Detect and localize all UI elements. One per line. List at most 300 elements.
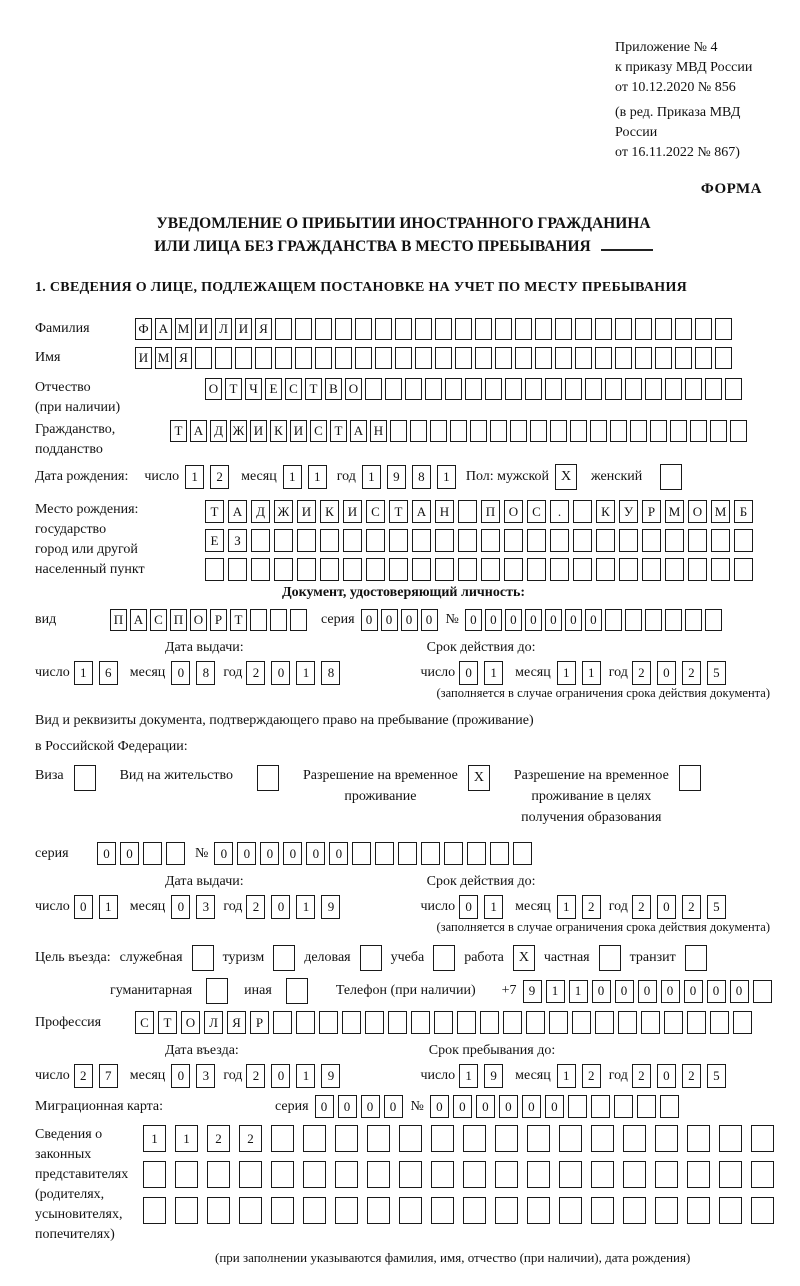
profession-row [35, 1011, 772, 1034]
profession-char-box [503, 1011, 522, 1034]
surname-char-box [295, 318, 312, 340]
birth-place-char-box [366, 558, 385, 581]
representative-char-box [719, 1161, 742, 1188]
representative-char-box [559, 1197, 582, 1224]
residence-number-box [513, 842, 532, 865]
representative-char-box [431, 1197, 454, 1224]
representative-char-box [239, 1197, 262, 1224]
residence-issue-month-box: 0 [171, 895, 190, 919]
purpose-private-box [599, 945, 621, 971]
issue-month-label: месяц [129, 665, 166, 680]
surname-char-box [595, 318, 612, 340]
representatives-label-4: (родителях, [35, 1187, 105, 1202]
phone-digit-box: 0 [730, 980, 749, 1003]
birth-day-box: 2 [210, 465, 229, 489]
representative-char-box [143, 1197, 166, 1224]
entry-year-box: 0 [271, 1064, 290, 1088]
profession-char-box: Р [250, 1011, 269, 1034]
birth-year-box: 8 [412, 465, 431, 489]
citizenship-char-box: И [250, 420, 267, 442]
residence-valid-year-label: год [608, 899, 628, 914]
birth-place-char-box [458, 529, 477, 552]
doc-kind-char-box [290, 609, 307, 631]
birth-place-boxes-row3 [205, 558, 753, 581]
citizenship-char-box [590, 420, 607, 442]
migration-card-row [35, 1095, 772, 1118]
birth-place-char-box [688, 529, 707, 552]
residence-issue-year-box: 2 [246, 895, 265, 919]
birth-date-label: Дата рождения: [35, 469, 129, 484]
migration-number-box [591, 1095, 610, 1118]
residence-number-box [375, 842, 394, 865]
phone-digit-box: 9 [523, 980, 542, 1003]
residence-series-box: 0 [120, 842, 139, 865]
doc-number-box [605, 609, 622, 631]
given-name-char-box [475, 347, 492, 369]
citizenship-char-box [710, 420, 727, 442]
profession-char-box [434, 1011, 453, 1034]
migration-number-box: 0 [430, 1095, 449, 1118]
representative-char-box [207, 1161, 230, 1188]
birth-place-char-box: Т [205, 500, 224, 523]
birth-place-char-box [343, 558, 362, 581]
phone-label: Телефон (при наличии) [335, 983, 476, 998]
residence-valid-year-box: 5 [707, 895, 726, 919]
option-residence-permit-checkbox [257, 765, 279, 791]
option-visa-label: Виза [35, 768, 64, 783]
issue-year-boxes [246, 661, 340, 685]
birth-place-char-box: С [527, 500, 546, 523]
residence-issue-label: Дата выдачи: [165, 874, 244, 889]
birth-place-char-box [596, 558, 615, 581]
visa-box [74, 765, 96, 791]
residence-valid-day-boxes [459, 895, 503, 919]
patronymic-char-box: С [285, 378, 302, 400]
citizenship-char-box [690, 420, 707, 442]
entry-date-labels [35, 1041, 772, 1061]
entry-day-box: 2 [74, 1064, 93, 1088]
migration-number-box: 0 [476, 1095, 495, 1118]
profession-char-box [273, 1011, 292, 1034]
option-residence-permit-label: Вид на жительство [119, 768, 233, 783]
given-name-char-box [395, 347, 412, 369]
birth-place-block [35, 500, 772, 581]
given-name-char-box [655, 347, 672, 369]
patronymic-char-box [365, 378, 382, 400]
representative-char-box [271, 1161, 294, 1188]
surname-char-box: А [155, 318, 172, 340]
representative-char-box [559, 1161, 582, 1188]
given-name-label: Имя [35, 350, 61, 365]
birth-year-box: 1 [362, 465, 381, 489]
given-name-char-box [375, 347, 392, 369]
doc-kind-boxes [110, 609, 307, 631]
residence-number-box: 0 [329, 842, 348, 865]
purpose-study-box [433, 945, 455, 971]
appendix-block [615, 38, 772, 163]
purpose-tourism-box [273, 945, 295, 971]
residence-number-box: 0 [306, 842, 325, 865]
given-name-char-box [595, 347, 612, 369]
valid-day-box: 1 [484, 661, 503, 685]
valid-until-label: Срок действия до: [426, 640, 536, 655]
representative-char-box [175, 1161, 198, 1188]
patronymic-char-box [705, 378, 722, 400]
birth-place-char-box: З [228, 529, 247, 552]
sex-female-box [660, 464, 682, 490]
representatives-label-1: Сведения о [35, 1127, 103, 1142]
citizenship-char-box [530, 420, 547, 442]
phone-digit-box: 0 [684, 980, 703, 1003]
purpose-study-checkbox [433, 945, 455, 971]
citizenship-char-box: И [290, 420, 307, 442]
amendment-line: (в ред. Приказа МВД России [615, 105, 741, 140]
representatives-label-2: законных [35, 1147, 92, 1162]
doc-number-box: 0 [525, 609, 542, 631]
visit-purpose-row1 [35, 945, 772, 971]
birth-year-boxes [362, 465, 456, 489]
residence-number-box [421, 842, 440, 865]
residence-valid-year-box: 2 [632, 895, 651, 919]
birth-place-char-box [527, 558, 546, 581]
issue-month-box: 0 [171, 661, 190, 685]
migration-number-box [568, 1095, 587, 1118]
phone-boxes [523, 980, 772, 1003]
entry-month-box: 3 [196, 1064, 215, 1088]
page-title [35, 212, 772, 258]
representative-char-box [527, 1197, 550, 1224]
entry-date-label: Дата въезда: [165, 1043, 239, 1058]
migration-series-box: 0 [361, 1095, 380, 1118]
representative-char-box [591, 1161, 614, 1188]
doc-kind-char-box [270, 609, 287, 631]
birth-day-label: число [144, 469, 180, 484]
representative-char-box [207, 1197, 230, 1224]
residence-issue-month-boxes [171, 895, 215, 919]
citizenship-char-box [730, 420, 747, 442]
doc-series-label: серия [321, 612, 355, 627]
residence-number-label: № [195, 845, 209, 861]
residence-valid-year-box: 2 [682, 895, 701, 919]
doc-kind-char-box: Т [230, 609, 247, 631]
birth-place-char-box [619, 558, 638, 581]
profession-char-box [480, 1011, 499, 1034]
profession-char-box [733, 1011, 752, 1034]
profession-char-box [411, 1011, 430, 1034]
birth-place-char-box [711, 529, 730, 552]
valid-year-box: 5 [707, 661, 726, 685]
temp-residence-box: X [468, 765, 490, 791]
phone-digit-box [753, 980, 772, 1003]
migration-number-label: № [410, 1098, 424, 1114]
residence-valid-label: Срок действия до: [426, 874, 536, 889]
citizenship-char-box [610, 420, 627, 442]
patronymic-char-box [545, 378, 562, 400]
valid-year-label: год [608, 665, 628, 680]
citizenship-label: Гражданство, [35, 422, 116, 437]
birth-place-char-box [435, 529, 454, 552]
surname-char-box: Я [255, 318, 272, 340]
doc-kind-label: вид [35, 612, 57, 627]
birth-place-char-box: Б [734, 500, 753, 523]
surname-char-box: И [195, 318, 212, 340]
doc-kind-char-box: П [170, 609, 187, 631]
valid-month-boxes [557, 661, 601, 685]
citizenship-char-box: Ж [230, 420, 247, 442]
profession-char-box [549, 1011, 568, 1034]
doc-kind-char-box: Р [210, 609, 227, 631]
surname-char-box [335, 318, 352, 340]
patronymic-char-box [725, 378, 742, 400]
migration-number-box: 0 [453, 1095, 472, 1118]
representative-char-box [751, 1125, 774, 1152]
given-name-char-box [495, 347, 512, 369]
residence-issue-day-boxes [74, 895, 118, 919]
birth-place-char-box: М [665, 500, 684, 523]
profession-char-box [319, 1011, 338, 1034]
representative-char-box [303, 1161, 326, 1188]
entry-year-box: 9 [321, 1064, 340, 1088]
doc-number-box [685, 609, 702, 631]
doc-kind-char-box: С [150, 609, 167, 631]
surname-char-box [495, 318, 512, 340]
issue-day-boxes [74, 661, 118, 685]
doc-number-box: 0 [585, 609, 602, 631]
representative-char-box [399, 1161, 422, 1188]
given-name-char-box [195, 347, 212, 369]
residence-valid-day-label: число [420, 899, 456, 914]
representative-char-box [751, 1161, 774, 1188]
citizenship-char-box [430, 420, 447, 442]
stay-year-box: 0 [657, 1064, 676, 1088]
birth-place-char-box [251, 529, 270, 552]
purpose-study-label: учеба [390, 950, 425, 965]
residence-valid-month-boxes [557, 895, 601, 919]
issue-year-box: 0 [271, 661, 290, 685]
representative-char-box [303, 1197, 326, 1224]
residence-number-box [352, 842, 371, 865]
sex-male-checkbox [555, 464, 577, 490]
profession-char-box [388, 1011, 407, 1034]
stay-year-box: 2 [682, 1064, 701, 1088]
citizenship-char-box: Н [370, 420, 387, 442]
valid-month-box: 1 [557, 661, 576, 685]
citizenship-char-box [630, 420, 647, 442]
purpose-private-checkbox [599, 945, 621, 971]
patronymic-char-box: В [325, 378, 342, 400]
entry-day-boxes [74, 1064, 118, 1088]
patronymic-char-box [625, 378, 642, 400]
birth-year-label: год [336, 469, 356, 484]
identity-doc-dates-row [35, 661, 772, 685]
citizenship-boxes [170, 420, 747, 442]
doc-kind-char-box: О [190, 609, 207, 631]
citizenship-char-box [410, 420, 427, 442]
migration-number-box [637, 1095, 656, 1118]
representative-char-box [399, 1197, 422, 1224]
representatives-boxes-row2 [143, 1161, 774, 1188]
citizenship-row [35, 420, 772, 460]
residence-number-box [467, 842, 486, 865]
title-blank-underline [601, 249, 653, 251]
birth-place-label-city1: город или другой [35, 542, 138, 557]
given-name-char-box [255, 347, 272, 369]
representative-char-box [623, 1161, 646, 1188]
title-line1: УВЕДОМЛЕНИЕ О ПРИБЫТИИ ИНОСТРАННОГО ГРАЖДАНИНА [156, 215, 651, 232]
entry-month-label: месяц [129, 1068, 166, 1083]
doc-number-box: 0 [505, 609, 522, 631]
given-name-char-box: М [155, 347, 172, 369]
representative-char-box [367, 1197, 390, 1224]
residence-issue-day-box: 0 [74, 895, 93, 919]
representative-char-box [719, 1197, 742, 1224]
representatives-label-5: усыновителях, [35, 1207, 123, 1222]
residence-issue-month-label: месяц [129, 899, 166, 914]
purpose-humanitarian-label: гуманитарная [110, 983, 193, 998]
purpose-business-checkbox [360, 945, 382, 971]
residence-series-box [143, 842, 162, 865]
birth-place-char-box [665, 558, 684, 581]
purpose-transit-checkbox [685, 945, 707, 971]
residence-number-boxes [214, 842, 532, 865]
representative-char-box [399, 1125, 422, 1152]
representative-char-box [527, 1161, 550, 1188]
valid-day-boxes [459, 661, 503, 685]
residence-doc-note: (заполняется в случае ограничения срока действия документа) [436, 920, 770, 934]
phone-digit-box: 1 [546, 980, 565, 1003]
title-line2: ИЛИ ЛИЦА БЕЗ ГРАЖДАНСТВА В МЕСТО ПРЕБЫВАНИЯ [154, 238, 591, 255]
birth-place-label: Место рождения: [35, 502, 139, 517]
birth-place-char-box [389, 529, 408, 552]
profession-label: Профессия [35, 1014, 102, 1030]
issue-day-label: число [35, 665, 70, 680]
migration-card-label: Миграционная карта: [35, 1098, 164, 1114]
issue-month-box: 8 [196, 661, 215, 685]
identity-doc-heading: Документ, удостоверяющий личность: [281, 585, 526, 600]
representative-char-box [463, 1197, 486, 1224]
birth-place-char-box [573, 529, 592, 552]
purpose-humanitarian-checkbox [206, 978, 228, 1004]
residence-doc-intro1: Вид и реквизиты документа, подтверждающего право на пребывание (проживание) [35, 713, 534, 728]
birth-place-char-box: К [320, 500, 339, 523]
entry-day-label: число [35, 1068, 70, 1083]
entry-day-box: 7 [99, 1064, 118, 1088]
representative-char-box [655, 1161, 678, 1188]
purpose-business-label: деловая [304, 950, 351, 965]
representative-char-box [751, 1197, 774, 1224]
phone-digit-box: 0 [707, 980, 726, 1003]
option-temp-residence-checkbox [468, 765, 490, 791]
citizenship-char-box: К [270, 420, 287, 442]
birth-place-char-box: У [619, 500, 638, 523]
amendment-line: от 16.11.2022 № 867) [615, 145, 740, 160]
citizenship-char-box: А [190, 420, 207, 442]
profession-boxes [135, 1011, 752, 1034]
birth-place-char-box [688, 558, 707, 581]
citizenship-char-box [470, 420, 487, 442]
birth-place-char-box: Т [389, 500, 408, 523]
residence-issue-day-label: число [35, 899, 70, 914]
patronymic-char-box [605, 378, 622, 400]
purpose-transit-box [685, 945, 707, 971]
surname-char-box [695, 318, 712, 340]
surname-char-box [455, 318, 472, 340]
surname-char-box [315, 318, 332, 340]
stay-month-box: 2 [582, 1064, 601, 1088]
representative-char-box: 1 [175, 1125, 198, 1152]
birth-place-char-box: Д [251, 500, 270, 523]
patronymic-char-box: О [205, 378, 222, 400]
birth-place-char-box [228, 558, 247, 581]
doc-series-box: 0 [401, 609, 418, 631]
birth-place-char-box: Р [642, 500, 661, 523]
option-temp-residence [303, 765, 490, 807]
migration-series-box: 0 [338, 1095, 357, 1118]
identity-doc-note: (заполняется в случае ограничения срока действия документа) [436, 686, 770, 700]
given-name-char-box [455, 347, 472, 369]
stay-day-label: число [420, 1068, 456, 1083]
birth-place-char-box [596, 529, 615, 552]
residence-number-box [444, 842, 463, 865]
patronymic-char-box [645, 378, 662, 400]
representative-char-box [431, 1161, 454, 1188]
given-name-char-box [715, 347, 732, 369]
option-temp-education-line1: Разрешение на временное [513, 768, 669, 783]
profession-char-box [342, 1011, 361, 1034]
birth-month-box: 1 [283, 465, 302, 489]
birth-year-box: 1 [437, 465, 456, 489]
profession-char-box [710, 1011, 729, 1034]
residence-valid-month-label: месяц [515, 899, 551, 914]
issue-day-box: 1 [74, 661, 93, 685]
patronymic-char-box [685, 378, 702, 400]
profession-char-box: Я [227, 1011, 246, 1034]
birth-place-char-box [573, 558, 592, 581]
entry-year-box: 1 [296, 1064, 315, 1088]
birth-place-char-box [665, 529, 684, 552]
profession-char-box [365, 1011, 384, 1034]
patronymic-char-box [385, 378, 402, 400]
birth-place-char-box: О [688, 500, 707, 523]
phone-digit-box: 0 [661, 980, 680, 1003]
given-name-char-box [235, 347, 252, 369]
option-temp-residence-line2: проживание [344, 789, 417, 804]
purpose-official-checkbox [192, 945, 214, 971]
option-temp-education-line3: получения образования [521, 810, 662, 825]
residence-issue-year-box: 9 [321, 895, 340, 919]
entry-year-box: 2 [246, 1064, 265, 1088]
patronymic-row [35, 378, 772, 418]
birth-place-char-box [412, 558, 431, 581]
sex-female-checkbox [660, 464, 682, 490]
migration-number-box: 0 [522, 1095, 541, 1118]
profession-char-box [572, 1011, 591, 1034]
birth-place-char-box [642, 529, 661, 552]
given-name-char-box [355, 347, 372, 369]
given-name-char-box [535, 347, 552, 369]
patronymic-label: Отчество [35, 380, 91, 395]
residence-issue-month-box: 3 [196, 895, 215, 919]
residence-doc-date-labels [35, 872, 772, 892]
birth-place-label-city2: населенный пункт [35, 562, 145, 577]
representative-char-box [335, 1197, 358, 1224]
surname-char-box [375, 318, 392, 340]
birth-place-char-box [642, 558, 661, 581]
representatives-note: (при заполнении указываются фамилия, имя, отчество (при наличии), дата рождения) [215, 1250, 691, 1265]
migration-number-boxes [430, 1095, 679, 1118]
representative-char-box [495, 1197, 518, 1224]
birth-year-box: 9 [387, 465, 406, 489]
